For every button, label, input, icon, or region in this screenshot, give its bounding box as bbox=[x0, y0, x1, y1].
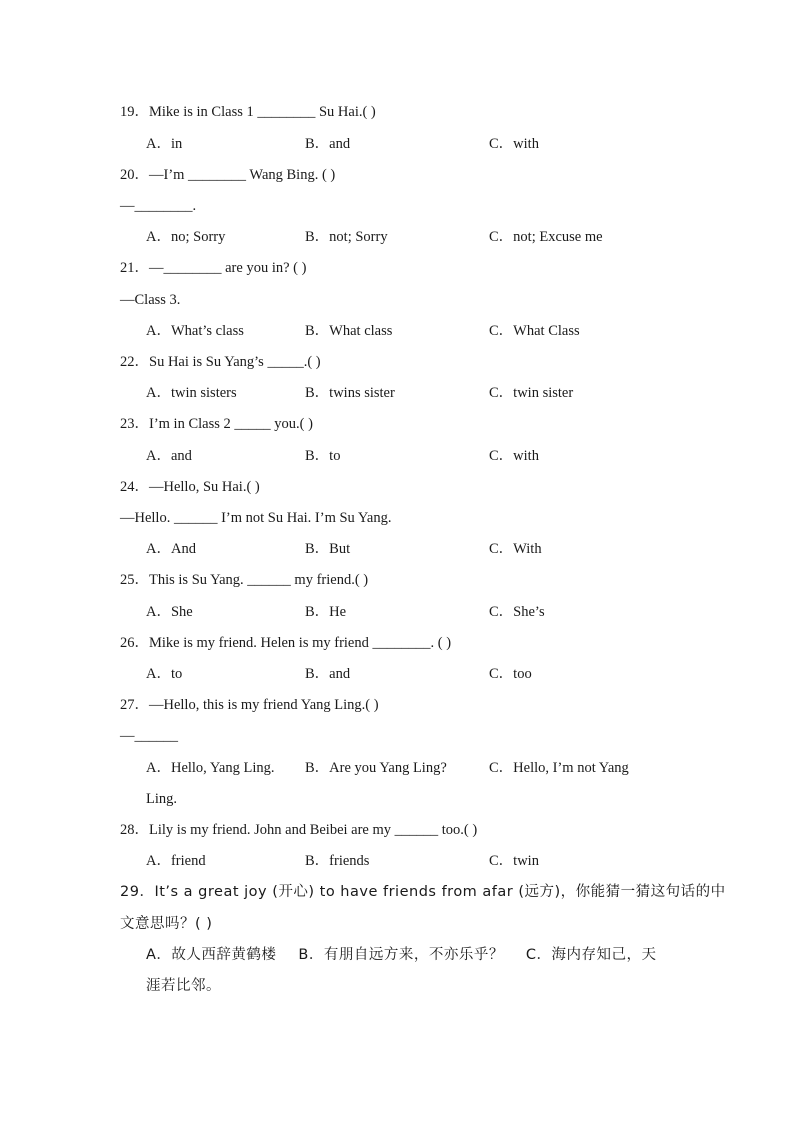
option-c: C．With bbox=[489, 541, 542, 557]
question-29-options bbox=[146, 944, 679, 966]
option-c: C．Hello, I’m not Yang bbox=[489, 760, 629, 776]
option-b: B．He bbox=[305, 604, 347, 620]
option-c: C．She’s bbox=[489, 604, 545, 620]
option-c: C．twin bbox=[489, 853, 539, 869]
option-a: A．and bbox=[146, 448, 192, 464]
option-c: C．with bbox=[489, 448, 539, 464]
question-20-answer-line: —________. bbox=[120, 198, 197, 214]
option-b: B．But bbox=[305, 541, 351, 557]
question-25-stem: 25．This is Su Yang. ______ my friend.( ) bbox=[120, 572, 369, 588]
option-a: A．friend bbox=[146, 853, 206, 869]
option-a: A．twin sisters bbox=[146, 385, 237, 401]
question-27-answer-line: —______ bbox=[120, 728, 178, 744]
option-b: B．What class bbox=[305, 323, 393, 339]
question-29-stem: 29．It’s a great joy (开心) to have friends from afar (远方)，你能猜一猜这句话的中 bbox=[120, 884, 726, 900]
question-27-stem: 27．—Hello, this is my friend Yang Ling.( ) bbox=[120, 697, 379, 713]
option-a: A．Hello, Yang Ling. bbox=[146, 760, 275, 776]
question-27-option-continuation: Ling. bbox=[146, 791, 178, 807]
option-a: A．What’s class bbox=[146, 323, 244, 339]
question-21-answer-line: —Class 3. bbox=[120, 292, 181, 308]
question-19-stem: 19．Mike is in Class 1 ________ Su Hai.( ) bbox=[120, 104, 376, 120]
question-20-stem: 20．—I’m ________ Wang Bing. ( ) bbox=[120, 167, 336, 183]
option-c: C．not; Excuse me bbox=[489, 229, 603, 245]
option-b: B．Are you Yang Ling? bbox=[305, 760, 447, 776]
question-26-stem: 26．Mike is my friend. Helen is my friend ________. ( ) bbox=[120, 635, 452, 651]
option-b: B．and bbox=[305, 136, 351, 152]
option-b: B．friends bbox=[305, 853, 370, 869]
option-c: C．What Class bbox=[489, 323, 580, 339]
option-a: A．in bbox=[146, 136, 183, 152]
option-b: B．to bbox=[305, 448, 341, 464]
option-b: B．有朋自远方来，不亦乐乎？ bbox=[298, 947, 504, 963]
question-21-stem: 21．—________ are you in? ( ) bbox=[120, 260, 307, 276]
question-29-stem-continuation: 文意思吗？( ) bbox=[120, 916, 213, 932]
question-22-stem: 22．Su Hai is Su Yang’s _____.( ) bbox=[120, 354, 321, 370]
question-24-answer-line: —Hello. ______ I’m not Su Hai. I’m Su Yang. bbox=[120, 510, 392, 526]
option-a: A．no; Sorry bbox=[146, 229, 226, 245]
question-23-stem: 23．I’m in Class 2 _____ you.( ) bbox=[120, 416, 313, 432]
option-c: C．twin sister bbox=[489, 385, 574, 401]
option-c: C．with bbox=[489, 136, 539, 152]
option-a: A．And bbox=[146, 541, 196, 557]
option-a: A．故人西辞黄鹤楼 bbox=[146, 947, 277, 963]
option-b: B．twins sister bbox=[305, 385, 395, 401]
question-29-option-continuation: 涯若比邻。 bbox=[146, 978, 221, 994]
option-a: A．to bbox=[146, 666, 183, 682]
question-28-stem: 28．Lily is my friend. John and Beibei are my ______ too.( ) bbox=[120, 822, 478, 838]
option-c: C．too bbox=[489, 666, 532, 682]
option-c: C．海内存知己，天 bbox=[525, 947, 657, 963]
option-a: A．She bbox=[146, 604, 193, 620]
option-b: B．and bbox=[305, 666, 351, 682]
question-24-stem: 24．—Hello, Su Hai.( ) bbox=[120, 479, 260, 495]
option-b: B．not; Sorry bbox=[305, 229, 388, 245]
